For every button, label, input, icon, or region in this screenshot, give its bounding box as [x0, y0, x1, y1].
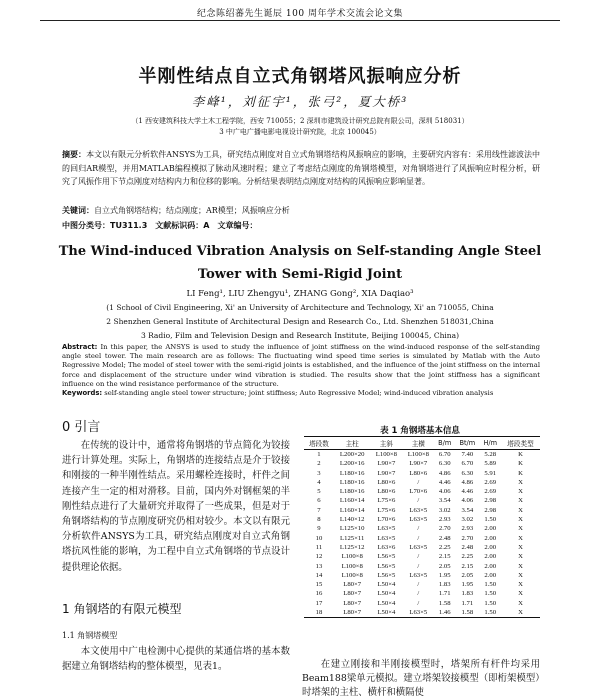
table-cell: X [518, 553, 523, 561]
table-cell: / [417, 534, 420, 542]
table-row [304, 450, 540, 460]
table-cell: X [501, 608, 540, 618]
table-cell: / [417, 497, 420, 505]
table-row [304, 580, 540, 589]
table-cell: L100×8 [341, 562, 363, 570]
table-row [304, 469, 540, 478]
table-cell: 2.15 [438, 553, 451, 561]
table-cell: X [518, 497, 523, 505]
title-chinese: 半刚性结点自立式角钢塔风振响应分析 [138, 66, 462, 87]
table-header-cell: 主斜 [370, 437, 402, 450]
table-cell: X [518, 599, 523, 607]
table-cell: L140×12 [339, 516, 365, 524]
table-cell: L125×12 [339, 543, 365, 551]
table-cell: 1.95 [438, 571, 451, 579]
table-cell: 6.70 [461, 460, 474, 468]
table-cell: 3.54 [438, 497, 451, 505]
table-cell: L56×5 [377, 571, 396, 579]
table-cell: 6.30 [461, 469, 474, 477]
table-cell: X [518, 571, 523, 579]
table-cell: 1.71 [438, 590, 451, 598]
table-header-cell: H/m [480, 437, 501, 450]
table-cell: L80×6 [409, 469, 428, 477]
authors-english: LI Feng¹, LIU Zhengyu¹, ZHANG Gong², XIA Daqiao³ [186, 289, 414, 299]
classification-line: 中图分类号：TU311.3 文献标识码：A 文章编号： [62, 221, 258, 230]
table-row [304, 599, 540, 608]
table-header-cell: B/m [434, 437, 455, 450]
keywords-en-text: self-standing angle steel tower structure; joint stiffness; Auto Regressive Model; wind-induced vibration analysis [104, 389, 494, 398]
table-1-caption: 表 1 角钢塔基本信息 [380, 426, 460, 436]
table-cell: X [518, 516, 523, 524]
table-cell: 8 [317, 516, 321, 524]
table-cell: 4.06 [461, 497, 474, 505]
table-cell: 2.00 [484, 525, 497, 533]
table-cell: / [417, 562, 420, 570]
table-cell: / [417, 599, 420, 607]
table-header-cell: 塔段数 [304, 437, 334, 450]
table-cell: L80×7 [343, 599, 362, 607]
header-rule [40, 20, 560, 21]
table-cell: / [417, 478, 420, 486]
table-cell: 7 [317, 506, 321, 514]
table-cell: 2 [317, 460, 321, 468]
right-column-text [302, 658, 540, 700]
table-1 [304, 436, 540, 618]
table-cell: L63×5 [377, 525, 396, 533]
table-cell: 1.58 [438, 599, 451, 607]
table-cell: 3.54 [461, 506, 474, 514]
table-cell: 5 [317, 488, 321, 496]
table-header-cell: Bt/m [455, 437, 479, 450]
section-1-heading: 1 角钢塔的有限元模型 [62, 602, 182, 616]
table-cell: 9 [317, 525, 321, 533]
table-row [304, 459, 540, 468]
section-1-1-heading: 1.1 角钢塔模型 [62, 631, 118, 640]
affiliation-en-1: (1 School of Civil Engineering, Xi' an University of Architecture and Technology, Xi' an 710055, China [106, 303, 494, 312]
abstract-en-text: In this paper, the ANSYS is used to study the influence of joint stiffness on the wind-induced response of the self-standing angle steel tower. The main research are as follows: The fluctuating wind speed time series is simulated by Matlab with the Auto Regressive Model; The model of steel tower with the semi-rigid joints is established, and the influence of the joint stiffness on the internal force and displacement of the structure under wind vibration is studied. The results show that the joint stiffness has a significant influence on the wind resistance performance of the structure. [62, 343, 540, 388]
table-cell: X [518, 478, 523, 486]
keywords-chinese [62, 205, 540, 216]
table-cell: 1.46 [434, 608, 455, 618]
table-cell: L50×4 [377, 581, 396, 589]
table-header-cell: 主柱 [334, 437, 371, 450]
table-cell: 2.05 [438, 562, 451, 570]
table-row [304, 478, 540, 487]
table-cell: / [417, 590, 420, 598]
table-cell: 4.46 [438, 478, 451, 486]
table-cell: X [518, 534, 523, 542]
table-cell: L70×6 [409, 488, 428, 496]
table-header-cell: 塔段类型 [501, 437, 540, 450]
table-cell: 4.86 [438, 469, 451, 477]
table-cell: 1.58 [455, 608, 479, 618]
table-cell: 14 [315, 571, 323, 579]
table-cell: 2.48 [461, 543, 474, 551]
table-cell: 3 [317, 469, 321, 477]
table-cell: 1.83 [461, 590, 474, 598]
table-cell: 2.25 [461, 553, 474, 561]
abstract-english [62, 343, 540, 398]
table-row [304, 534, 540, 543]
table-cell: 2.00 [484, 553, 497, 561]
table-cell: 2.25 [438, 543, 451, 551]
table-cell: 2.05 [461, 571, 474, 579]
table-cell: L63×5 [377, 534, 396, 542]
table-cell: 2.70 [461, 534, 474, 542]
table-cell: X [518, 506, 523, 514]
table-cell: 2.00 [484, 571, 497, 579]
section-1-1-paragraph: 本文使用中广电检测中心提供的某通信塔的基本数据建立角钢塔结构的整体模型，见表1。 [62, 646, 290, 672]
keywords-cn-text: 自立式角钢塔结构；结点刚度；AR模型；风振响应分析 [94, 206, 290, 215]
table-row [304, 562, 540, 571]
table-cell: L50×4 [377, 590, 396, 598]
table-cell: 13 [315, 562, 323, 570]
table-cell: 2.48 [438, 534, 451, 542]
table-cell: L160×14 [339, 497, 365, 505]
table-cell: L80×6 [377, 478, 396, 486]
table-cell: 2.00 [484, 543, 497, 551]
table-cell: 7.40 [461, 451, 474, 458]
table-cell: 5.28 [484, 451, 497, 458]
table-cell: 11 [315, 543, 323, 551]
table-row [304, 589, 540, 598]
table-cell: L200×16 [339, 460, 365, 468]
table-cell: / [417, 581, 420, 589]
table-cell: L56×5 [377, 562, 396, 570]
table-cell: 4.06 [438, 488, 451, 496]
table-cell: L70×6 [377, 516, 396, 524]
table-cell: X [518, 525, 523, 533]
table-cell: L63×6 [377, 543, 396, 551]
table-cell: L80×7 [334, 608, 371, 618]
keywords-en-label: Keywords: [62, 389, 103, 398]
table-cell: L63×5 [409, 506, 428, 514]
table-cell: / [417, 525, 420, 533]
table-cell: 16 [315, 590, 323, 598]
table-cell: L100×8 [407, 451, 429, 458]
keywords-cn-label: 关键词： [62, 206, 94, 215]
affiliation-cn-2: 3 中广电广播电影电视设计研究院，北京 100045） [219, 128, 381, 136]
table-cell: 2.00 [484, 562, 497, 570]
table-cell: 4 [317, 478, 321, 486]
table-cell: 1.50 [484, 599, 497, 607]
table-cell: 1.95 [461, 581, 474, 589]
table-cell: 1.71 [461, 599, 474, 607]
table-cell: 2.93 [461, 525, 474, 533]
title-english: The Wind-induced Vibration Analysis on Self-standing Angle Steel Tower with Semi-Rigid Joint [58, 244, 542, 282]
table-cell: 1.50 [484, 516, 497, 524]
table-cell: 6 [317, 497, 321, 505]
table-cell: / [417, 553, 420, 561]
table-cell: 1.50 [484, 590, 497, 598]
section-0-paragraph: 在传统的设计中，通常将角钢塔的节点简化为铰接进行计算处理。实际上，角钢塔的连接结点是介于铰接和刚接的一种半刚性结点。采用螺栓连接时，杆件之间连接产生一定的相对滑移。目前，国内外对钢框架的半刚性结点进行了大量研究并取得了一些成果，但是对于角钢塔结构的节点刚度研究仍相对较少。本文以有限元分析软件ANSYS为工具，研究结点刚度对自立式角钢塔抗风性能的影响，为工程中自立式角钢塔的节点设计提供理论依据。 [62, 440, 290, 573]
section-0-body [62, 438, 290, 575]
affiliation-en-3: 3 Radio, Film and Television Design and Research Institute, Beijing 100045, China) [140, 331, 460, 340]
table-cell: L90×7 [377, 469, 396, 477]
table-cell: L100×8 [341, 553, 363, 561]
table-cell: K [518, 469, 523, 477]
abstract-cn-text: 本文以有限元分析软件ANSYS为工具，研究结点刚度对自立式角钢塔结构风振响应的影响，主要研究内容有：采用线性滤波法中的回归AR模型，并用MATLAB编程模拟了脉动风速时程；建立了考虑结点刚度的角钢塔模型，对角钢塔进行了风振响应时程分析，研究了风振作用下节点刚度对结构内力和位移的影响。分析结果表明结点刚度对结构的风振响应影响显著。 [62, 150, 541, 186]
table-cell: 5.91 [484, 469, 497, 477]
table-cell: K [518, 451, 523, 458]
table-cell: L80×7 [343, 590, 362, 598]
table-cell: L80×6 [377, 488, 396, 496]
table-cell: 2.98 [484, 506, 497, 514]
table-cell: L80×7 [343, 581, 362, 589]
table-cell: 3.02 [461, 516, 474, 524]
table-header-row [304, 437, 540, 450]
table-cell: 12 [315, 553, 323, 561]
table-cell: 2.00 [484, 534, 497, 542]
table-cell: 2.98 [484, 497, 497, 505]
table-row [304, 487, 540, 496]
authors-chinese: 李峰¹，刘征宇¹，张弓²，夏大桥³ [191, 94, 409, 109]
table-cell: 2.70 [438, 525, 451, 533]
table-cell: X [518, 581, 523, 589]
table-row [304, 524, 540, 533]
table-cell: L63×5 [409, 516, 428, 524]
table-cell: 2.69 [484, 488, 497, 496]
table-cell: 15 [315, 581, 323, 589]
abstract-chinese [62, 148, 540, 189]
table-cell: 1 [317, 451, 321, 458]
table-body [304, 450, 540, 618]
table-cell: 6.30 [438, 460, 451, 468]
table-cell: L63×5 [402, 608, 434, 618]
table-row [304, 552, 540, 561]
table-cell: 2.69 [484, 478, 497, 486]
table-cell: L75×6 [377, 497, 396, 505]
affiliation-cn-1: （1 西安建筑科技大学土木工程学院，西安 710055；2 深圳市建筑设计研究总院有限公司，深圳 518031） [131, 117, 469, 125]
table-cell: L50×4 [370, 608, 402, 618]
abstract-en-label: Abstract: [62, 343, 98, 351]
table-cell: L75×6 [377, 506, 396, 514]
table-cell: X [518, 590, 523, 598]
table-cell: L50×4 [377, 599, 396, 607]
table-cell: 1.83 [438, 581, 451, 589]
table-cell: L63×5 [409, 571, 428, 579]
table-cell: L90×7 [377, 460, 396, 468]
right-column-paragraph: 在建立刚接和半刚接模型时，塔架所有杆件均采用Beam188梁单元模拟。建立塔架铰接模型（即桁架模型）时塔架的主柱、横杆和横隔使 [302, 659, 540, 698]
table-cell: X [518, 562, 523, 570]
table-cell: L180×16 [339, 478, 365, 486]
table-cell: L125×10 [339, 525, 365, 533]
table-cell: L56×5 [377, 553, 396, 561]
table-header-cell: 主横 [402, 437, 434, 450]
table-cell: X [518, 488, 523, 496]
table-row [304, 571, 540, 580]
table-row [304, 496, 540, 505]
table-row [304, 515, 540, 524]
table-cell: L125×11 [340, 534, 365, 542]
section-0-heading: 0 引言 [62, 420, 101, 435]
table-cell: 3.02 [438, 506, 451, 514]
table-cell: 10 [315, 534, 323, 542]
table-row [304, 543, 540, 552]
table-cell: L200×20 [339, 451, 365, 458]
table-cell: L180×16 [339, 469, 365, 477]
table-cell: 2.93 [438, 516, 451, 524]
table-row [304, 608, 540, 618]
table-cell: 2.15 [461, 562, 474, 570]
table-cell: L90×7 [409, 460, 428, 468]
running-header: 纪念陈绍蕃先生诞辰 100 周年学术交流会论文集 [197, 9, 403, 19]
table-cell: L63×5 [409, 543, 428, 551]
section-1-1-body [62, 644, 290, 674]
table-row [304, 506, 540, 515]
table-cell: 5.89 [484, 460, 497, 468]
table-cell: 6.70 [438, 451, 451, 458]
table-cell: K [518, 460, 523, 468]
table-cell: 17 [315, 599, 323, 607]
table-cell: 18 [304, 608, 334, 618]
abstract-cn-label: 摘要： [62, 150, 87, 159]
table-cell: L100×8 [341, 571, 363, 579]
table-cell: 1.50 [484, 581, 497, 589]
table-cell: 1.50 [480, 608, 501, 618]
affiliation-en-2: 2 Shenzhen General Institute of Architectural Design and Research Co., Ltd. Shenzhen 518031,China [106, 317, 494, 326]
table-cell: L100×8 [375, 451, 398, 458]
table-cell: 4.86 [461, 478, 474, 486]
table-cell: L180×16 [339, 488, 365, 496]
table-cell: 4.46 [461, 488, 474, 496]
table-cell: L160×14 [339, 506, 365, 514]
table-cell: X [518, 543, 523, 551]
